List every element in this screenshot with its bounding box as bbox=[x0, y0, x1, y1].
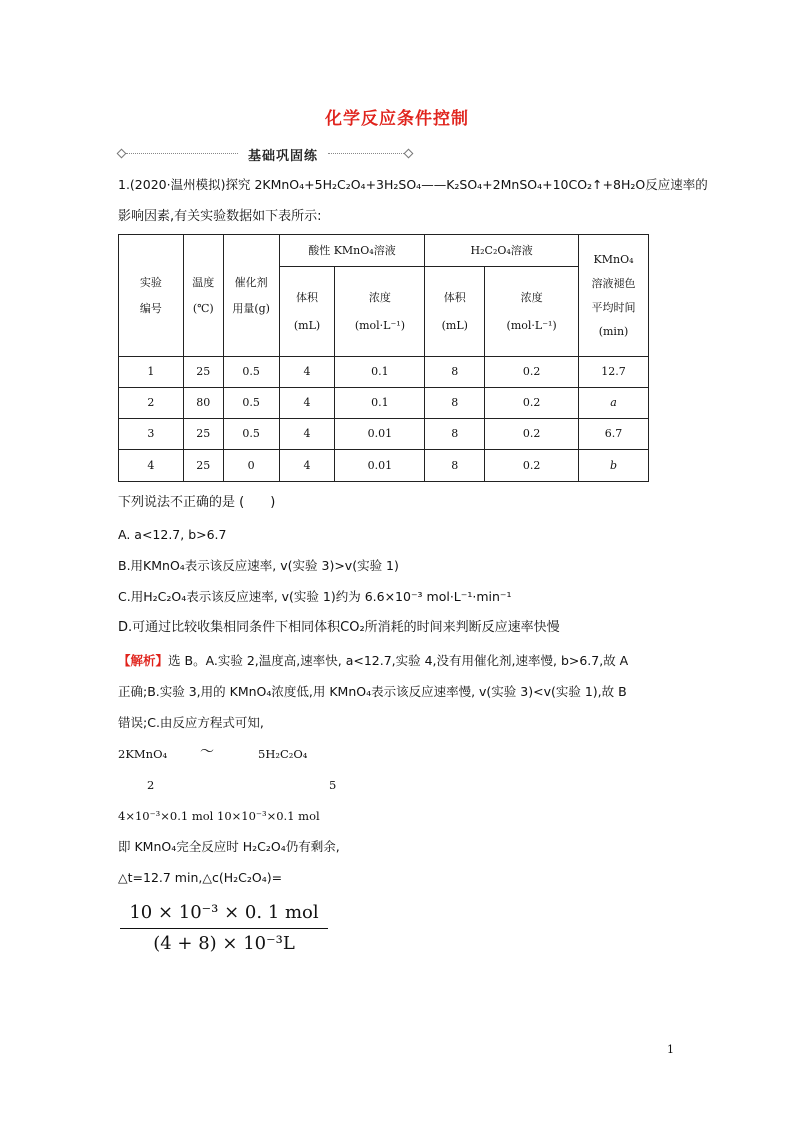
cell: 25 bbox=[183, 419, 223, 450]
divider-right bbox=[328, 153, 406, 154]
cell: 0.01 bbox=[335, 419, 425, 450]
table-row bbox=[119, 388, 649, 419]
header-text: 平均时间 bbox=[591, 300, 636, 314]
header-text: (min) bbox=[598, 324, 629, 338]
analysis-text: 选 B。A.实验 2,温度高,速率快, a<12.7,实验 4,没有用催化剂,速率慢, b>6.7,故 A bbox=[168, 653, 629, 668]
option-a: A. a<12.7, b>6.7 bbox=[118, 527, 227, 542]
cell: 0.5 bbox=[223, 419, 279, 450]
table-row bbox=[119, 357, 649, 388]
analysis-tag: 【解析】 bbox=[118, 653, 169, 668]
cell: 1 bbox=[119, 357, 184, 388]
header-text: 体积 bbox=[296, 290, 319, 304]
cell: a bbox=[579, 388, 649, 419]
analysis-line3: 错误;C.由反应方程式可知, bbox=[118, 715, 264, 730]
cell: 0.5 bbox=[223, 357, 279, 388]
cell: 4 bbox=[119, 450, 184, 482]
cell: 8 bbox=[425, 450, 485, 482]
header-text: KMnO₄ bbox=[593, 252, 634, 266]
cell: 0.2 bbox=[485, 450, 579, 482]
question-stem-line2: 影响因素,有关实验数据如下表所示: bbox=[118, 209, 322, 224]
question-prompt: 下列说法不正确的是 ( ) bbox=[118, 495, 276, 510]
header-text: 体积 bbox=[443, 290, 466, 304]
header-conc-2 bbox=[485, 267, 579, 357]
table-row bbox=[119, 419, 649, 450]
header-exp-no bbox=[119, 235, 184, 357]
option-b: B.用KMnO₄表示该反应速率, v(实验 3)>v(实验 1) bbox=[118, 558, 399, 573]
header-text: (mol·L⁻¹) bbox=[354, 318, 405, 332]
analysis-line4: 即 KMnO₄完全反应时 H₂C₂O₄仍有剩余, bbox=[118, 839, 340, 854]
cell: 0.2 bbox=[485, 388, 579, 419]
cell: 0.5 bbox=[223, 388, 279, 419]
cell: 8 bbox=[425, 388, 485, 419]
header-text: (℃) bbox=[192, 301, 214, 315]
analysis-line1 bbox=[118, 652, 628, 670]
cell: 4 bbox=[279, 388, 335, 419]
header-text: 用量(g) bbox=[232, 301, 270, 315]
divider-left bbox=[126, 153, 238, 154]
cell: 4 bbox=[279, 419, 335, 450]
cell: 12.7 bbox=[579, 357, 649, 388]
header-text: (mL) bbox=[293, 318, 321, 332]
relation-right: 5H₂C₂O₄ bbox=[258, 747, 308, 761]
fraction-formula bbox=[118, 898, 330, 959]
coefficient-left: 2 bbox=[147, 778, 155, 792]
table-row bbox=[119, 450, 649, 482]
cell: 0 bbox=[223, 450, 279, 482]
header-text: 浓度 bbox=[368, 290, 391, 304]
cell: 3 bbox=[119, 419, 184, 450]
header-text: (mol·L⁻¹) bbox=[506, 318, 557, 332]
header-text: 催化剂 bbox=[234, 275, 268, 289]
page-title: 化学反应条件控制 bbox=[325, 109, 469, 129]
page-number: 1 bbox=[667, 1043, 674, 1056]
analysis-line5: △t=12.7 min,△c(H₂C₂O₄)= bbox=[118, 870, 283, 885]
header-h2c2o4-group: H₂C₂O₄溶液 bbox=[425, 235, 579, 267]
header-text: 编号 bbox=[139, 301, 162, 315]
header-text: 浓度 bbox=[520, 290, 543, 304]
cell: 0.2 bbox=[485, 357, 579, 388]
fraction-denominator: (4 + 8) × 10⁻³L bbox=[153, 933, 295, 954]
cell: 80 bbox=[183, 388, 223, 419]
header-conc-1 bbox=[335, 267, 425, 357]
cell: 4 bbox=[279, 357, 335, 388]
cell: 2 bbox=[119, 388, 184, 419]
cell: 8 bbox=[425, 357, 485, 388]
header-text: (mL) bbox=[441, 318, 468, 332]
relation-symbol: ～ bbox=[200, 744, 214, 760]
relation-left: 2KMnO₄ bbox=[118, 747, 168, 761]
header-time bbox=[579, 235, 649, 357]
header-text: 温度 bbox=[192, 275, 215, 289]
option-c: C.用H₂C₂O₄表示该反应速率, v(实验 1)约为 6.6×10⁻³ mol·L⁻¹·min⁻¹ bbox=[118, 589, 512, 604]
header-volume-2 bbox=[425, 267, 485, 357]
question-stem-line1: 1.(2020·温州模拟)探究 2KMnO₄+5H₂C₂O₄+3H₂SO₄——K₂SO₄+2MnSO₄+10CO₂↑+8H₂O反应速率的 bbox=[118, 177, 708, 192]
cell: 0.01 bbox=[335, 450, 425, 482]
header-temp bbox=[183, 235, 223, 357]
diamond-right-icon bbox=[404, 149, 414, 159]
cell: b bbox=[579, 450, 649, 482]
experiment-table bbox=[118, 234, 649, 482]
section-label: 基础巩固练 bbox=[247, 149, 318, 164]
option-d: D.可通过比较收集相同条件下相同体积CO₂所消耗的时间来判断反应速率快慢 bbox=[118, 620, 560, 635]
cell: 25 bbox=[183, 450, 223, 482]
cell: 6.7 bbox=[579, 419, 649, 450]
cell: 0.1 bbox=[335, 357, 425, 388]
cell: 0.2 bbox=[485, 419, 579, 450]
header-text: 溶液褪色 bbox=[591, 276, 636, 290]
diamond-left-icon bbox=[117, 149, 127, 159]
header-text: 实验 bbox=[139, 275, 162, 289]
coefficient-right: 5 bbox=[329, 778, 337, 792]
header-catalyst bbox=[223, 235, 279, 357]
amounts-line: 4×10⁻³×0.1 mol 10×10⁻³×0.1 mol bbox=[118, 809, 320, 823]
header-kmno4-group: 酸性 KMnO₄溶液 bbox=[279, 235, 425, 267]
cell: 0.1 bbox=[335, 388, 425, 419]
fraction-numerator: 10 × 10⁻³ × 0. 1 mol bbox=[129, 902, 319, 923]
header-volume-1 bbox=[279, 267, 335, 357]
cell: 8 bbox=[425, 419, 485, 450]
cell: 25 bbox=[183, 357, 223, 388]
cell: 4 bbox=[279, 450, 335, 482]
section-header bbox=[118, 145, 414, 164]
analysis-line2: 正确;B.实验 3,用的 KMnO₄浓度低,用 KMnO₄表示该反应速率慢, v(实验 3)<v(实验 1),故 B bbox=[118, 684, 627, 699]
